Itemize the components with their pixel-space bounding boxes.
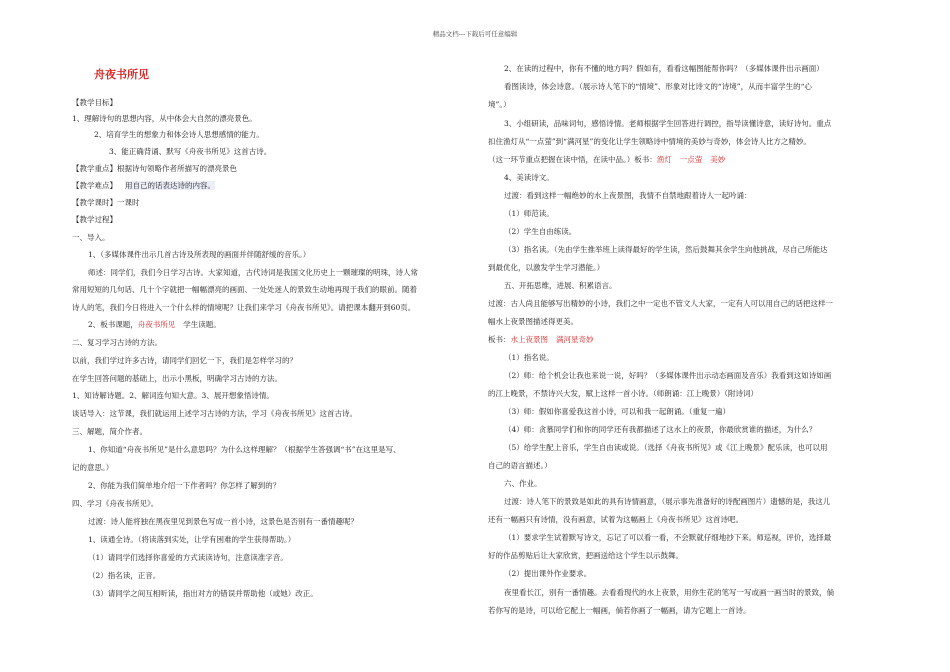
- review-line: 谈话导入：这节课，我们就运用上述学习古诗的方法，学习《舟夜书所见》这首古诗。: [72, 409, 357, 418]
- key-point: [72, 164, 237, 174]
- board-title-red: 舟夜书所见: [137, 320, 176, 329]
- study-line: （1）请同学们选择你喜爱的方式读读诗句，注意读准字音。: [88, 553, 288, 562]
- study-line: 过渡：诗人能将独在黑夜里见到景色写成一首小诗，这景色是否别有一番情趣呢？: [88, 517, 358, 526]
- section-title-explain-heading: 三、解题，简介作者。: [72, 427, 147, 436]
- difficult-point-label: 【教学难点】: [72, 181, 117, 190]
- text-line: （5）给学生配上音乐，学生自由读或说。（选择《舟夜书所见》或《江上晚景》配乐读，也可以用: [504, 443, 828, 452]
- process-heading: 【教学过程】: [72, 215, 117, 224]
- text-line: 的江上晚景，不禁诗兴大发，赋上这样一首小诗。（师朗诵：江上晚景）（附诗词）: [488, 389, 758, 398]
- intro-paragraph-line: 常用短短的几句话、几十个字就把一幅幅漂亮的画面、一处处迷人的景致生动地再现于我们的眼前。随着: [72, 285, 417, 294]
- review-line: 在学生回答问题的基础上，出示小黑板，明确学习古诗的方法。: [72, 374, 282, 383]
- text-line: 过渡：诗人笔下的景致是如此的具有诗情画意，（展示事先准备好的诗配画图片）遗憾的是，我这儿: [504, 497, 831, 506]
- text-line: 幅水上夜景图描述得更美。: [488, 317, 578, 326]
- text-line: 扣住渔灯从“一点萤”到“满河星”的变化让学生领略诗中情境的美妙与奇妙，体会诗人比方之精妙。: [488, 137, 811, 146]
- board-item-red: 满河星奇妙: [556, 335, 594, 344]
- difficult-point: [72, 181, 215, 191]
- board-item-red: 渔灯: [656, 155, 672, 164]
- explain-line: 2、你能为我们简单地介绍一下作者吗？你怎样了解到的？: [88, 481, 281, 490]
- board-writing-tail: 学生读题。: [183, 320, 221, 329]
- difficult-point-text: 用自己的话表达诗的内容。: [125, 181, 215, 190]
- board-writing-prefix: 板书：: [488, 335, 511, 344]
- text-line: 3、小组研读，品味词句，感悟诗情。老师根据学生回答进行调控，指导读懂诗意，读好诗句。重点: [504, 119, 832, 128]
- text-line: （2）提出课外作业要求。: [504, 569, 592, 578]
- intro-paragraph-line: 师述：同学们，我们今日学习古诗。大家知道，古代诗词是我国文化历史上一颗璀璨的明珠，诗人常: [88, 268, 418, 277]
- text-line: 若你写的是诗，可以给它配上一幅画，倘若你画了一幅画，请为它题上一首诗。: [488, 606, 751, 615]
- board-writing-line: [488, 335, 594, 345]
- explain-line: 记的意思。）: [72, 463, 114, 472]
- text-line: （1）师范读。: [504, 209, 554, 218]
- text-line: （1）要求学生试着默写诗文，忘记了可以看一看，不会默就仔细地抄下来。师巡视，评价，选择最: [504, 533, 832, 542]
- text-line: 自己的语言描述。）: [488, 461, 552, 470]
- intro-step-1: 1、（多媒体课件出示几首古诗及所表现的画面并伴随舒缓的音乐。）: [88, 250, 311, 259]
- intro-step-2: [88, 320, 221, 330]
- text-line: 好的作品剪贴后让大家欣赏，把画送给这个学生以示鼓舞。: [488, 551, 683, 560]
- objective-2: 2、培育学生的想象力和体会诗人思想感情的能力。: [94, 130, 264, 139]
- text-line: （2）师：给个机会让我也来说一说，好吗？（多媒体课件出示动态画面及音乐）我看到这如诗如画: [504, 371, 832, 380]
- section-intro-heading: 一、导入。: [72, 233, 110, 242]
- text-line: 夜里看长江，别有一番情趣。去看看现代的水上夜景，用你生花的笔写一写或画一画当时的景致，倘: [504, 588, 834, 597]
- text-line: 还有一幅画只有诗情，没有画意，试着为这幅画上《舟夜书所见》这首诗吧。: [488, 515, 743, 524]
- text-line: （4）师：贪慕同学们和你的同学还有我都描述了这水上的夜景，你最欣赏谁的描述，为什么？: [504, 425, 817, 434]
- class-hours-text: 一课时: [117, 198, 140, 207]
- text-line: （2）学生自由练读。: [504, 227, 577, 236]
- board-writing-prefix: （这一环节重点把握在读中悟，在读中品。）板书：: [488, 155, 657, 164]
- review-methods: 1、知诗解诗题。2、解词连句知大意。3、展开想象悟诗情。: [72, 391, 274, 400]
- board-writing-line: [488, 155, 725, 165]
- text-line: 境”。）: [488, 100, 511, 109]
- board-item-red: 美妙: [710, 155, 726, 164]
- text-line: 看图读诗，体会诗意。（展示诗人笔下的“情境”、形象对比诗文的“诗境”，从而丰富学生的“心: [504, 82, 812, 91]
- text-line: 2、在读的过程中，你有不懂的地方吗？假如有，看看这幅图能帮你吗？（多媒体课件出示画面）: [504, 64, 824, 73]
- text-line: 过渡：看到这样一幅绝妙的水上夜景图，我情不自禁地跟着诗人一起吟诵：: [504, 191, 752, 200]
- class-hours-label: 【教学课时】: [72, 198, 117, 207]
- key-point-label: 【教学重点】: [72, 164, 117, 173]
- objective-1: 1、理解诗句的思想内容，从中体会大自然的漂亮景色。: [72, 114, 257, 123]
- section-heading: 五、开拓思维，进展、积累语言。: [504, 281, 617, 290]
- section-heading: 六、作业。: [504, 479, 542, 488]
- explain-line: 1、你知道“舟夜书所见”是什么意思吗？为什么这样理解？（根据学生答强调“书”在这里是写、: [88, 445, 401, 454]
- text-line: （1）指名说。: [504, 353, 554, 362]
- review-line: 以前，我们学过许多古诗，请同学们回忆一下，我们是怎样学习的？: [72, 356, 297, 365]
- board-item-red: 水上夜景图: [510, 335, 548, 344]
- study-line: （2）指名读，正音。: [88, 571, 161, 580]
- board-item-red: 一点萤: [679, 155, 703, 164]
- key-point-text: 根据诗句领略作者所描写的漂亮景色: [117, 164, 237, 173]
- lesson-title: 舟夜书所见: [94, 68, 149, 81]
- section-review-heading: 二、复习学习古诗的方法。: [72, 338, 162, 347]
- objectives-heading: 【教学目标】: [72, 98, 117, 107]
- section-study-heading: 四、学习《舟夜书所见》。: [72, 499, 159, 508]
- text-line: （3）指名读。（先由学生推举班上读得最好的学生读，然后鼓舞其余学生向他挑战，尽自己所能达: [504, 245, 828, 254]
- study-line: 1、读通全诗。（将读落到实处，让学有困难的学生获得帮助。）: [88, 535, 296, 544]
- text-line: 到最优化，以激发学生学习潜能。）: [488, 263, 605, 272]
- page-header: 精品文档---下载后可任意编辑: [432, 30, 518, 38]
- text-line: 4、美读诗文。: [504, 173, 554, 182]
- objective-3: 3、能正确背诵、默写《舟夜书所见》这首古诗。: [109, 147, 272, 156]
- text-line: 过渡：古人尚且能够写出精妙的小诗，我们之中一定也不管文人大家，一定有人可以用自己的话把这样一: [488, 299, 833, 308]
- study-line: （3）请同学之间互相听读，指出对方的错误并帮助他（或她）改正。: [88, 589, 318, 598]
- board-writing-label: 2、板书课题，: [88, 320, 138, 329]
- intro-paragraph-line: 诗人的笔，我们今日将进入一个什么样的情境呢？让我们来学习《舟夜书所见》。请把课本翻开到60页。: [72, 303, 416, 312]
- class-hours: [72, 198, 140, 208]
- text-line: （3）师：假如你喜爱我这首小诗，可以和我一起朗诵。（重复一遍）: [504, 407, 731, 416]
